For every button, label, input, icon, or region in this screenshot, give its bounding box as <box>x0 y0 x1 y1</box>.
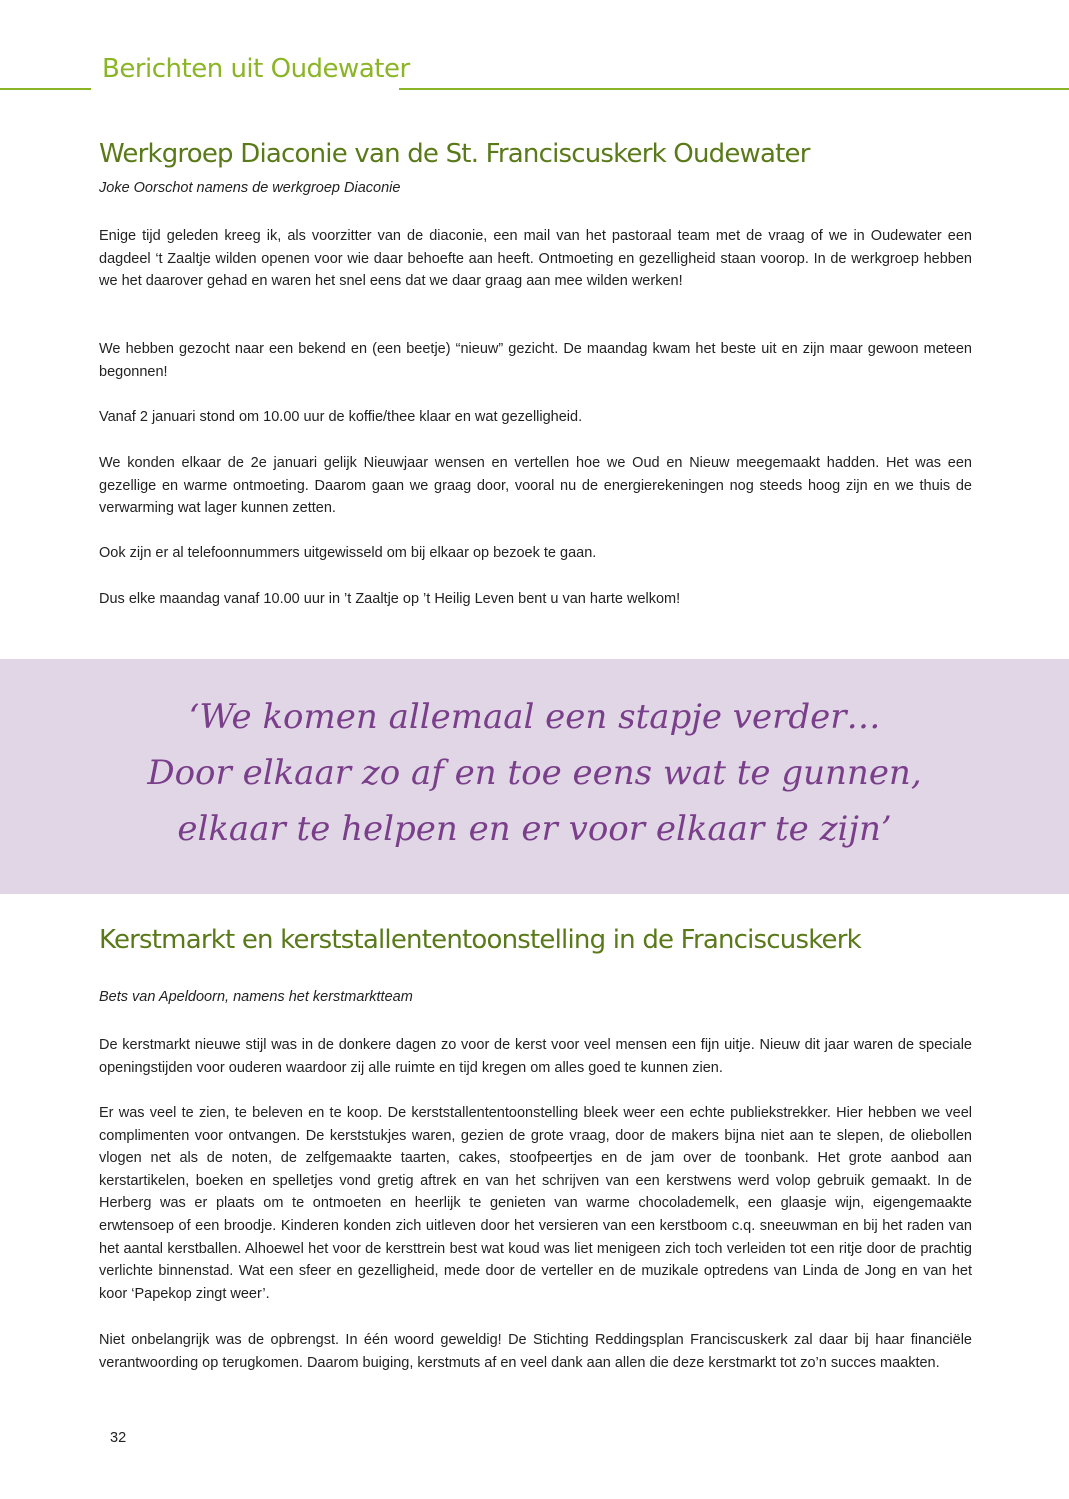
header-line-right <box>399 88 1069 90</box>
section-header-title: Berichten uit Oudewater <box>102 54 410 84</box>
paragraph: Enige tijd geleden kreeg ik, als voorzitter van de diaconie, een mail van het pastoraal team met de vraag of we in Oudewater een dagdeel ‘t Zaaltje wilden openen voor wie daar behoefte aan heeft. Ontmoeting en gezelligheid staan voorop. In de werkgroep hebben we het daarover gehad en waren het snel eens dat we daar graag aan mee wilden werken! <box>99 228 972 290</box>
quote-line: elkaar te helpen en er voor elkaar te zijn’ <box>177 809 892 849</box>
quote-line: ‘We komen allemaal een stapje verder… <box>188 697 881 737</box>
paragraph: Ook zijn er al telefoonnummers uitgewisseld om bij elkaar op bezoek te gaan. <box>99 545 597 561</box>
article-2-title: Kerstmarkt en kerststallententoonstelling in de Franciscuskerk <box>99 925 861 955</box>
paragraph: We konden elkaar de 2e januari gelijk Nieuwjaar wensen en vertellen hoe we Oud en Nieuw meegemaakt hadden. Het was een gezellige en warme ontmoeting. Daarom gaan we graag door, vooral nu de energierekeningen nog steeds hoog zijn en we thuis de verwarming wat lager kunnen zetten. <box>99 455 972 517</box>
paragraph: Niet onbelangrijk was de opbrengst. In één woord geweldig! De Stichting Reddingsplan Franciscuskerk zal daar bij haar financiële verantwoording op terugkomen. Daarom buiging, kerstmuts af en veel dank aan allen die deze kerstmarkt tot zo’n succes maakten. <box>99 1332 972 1371</box>
paragraph: Er was veel te zien, te beleven en te koop. De kerststallententoonstelling bleek weer een echte publiekstrekker. Hier hebben we veel complimenten voor ontvangen. De kerststukjes waren, gezien de grote vraag, door de makers bijna niet aan te slepen, de oliebollen vlogen net als de noten, de zelfgemaakte taarten, cakes, stoofpeertjes en de jam over de toonbank. Het grote aanbod aan kerstartikelen, boeken en spelletjes vond gretig aftrek en van het schrijven van een kerstwens werd volop gebruik gemaakt. In de Herberg was er plaats om te ontmoeten en heerlijk te genieten van warme chocolademelk, een glaasje wijn, eigengemaakte erwtensoep of een broodje. Kinderen konden zich uitleven door het versieren van een kerstboom c.q. sneeuwman en bij het raden van het aantal kerstballen. Alhoewel het voor de kersttrein best wat koud was liet menigeen zich toch verleiden tot een ritje door de prachtig verlichte binnenstad. Wat een sfeer en gezelligheid, mede door de verteller en de muzikale optredens van Linda de Jong en van het koor ‘Papekop zingt weer’. <box>99 1105 972 1302</box>
paragraph: Vanaf 2 januari stond om 10.00 uur de koffie/thee klaar en wat gezelligheid. <box>99 409 583 425</box>
article-1-title: Werkgroep Diaconie van de St. Franciscuskerk Oudewater <box>99 139 810 169</box>
article-1-byline: Joke Oorschot namens de werkgroep Diaconie <box>99 180 401 196</box>
page-number: 32 <box>110 1430 127 1446</box>
paragraph: De kerstmarkt nieuwe stijl was in de donkere dagen zo voor de kerst voor veel mensen een fijn uitje. Nieuw dit jaar waren de speciale openingstijden voor ouderen waardoor zij alle ruimte en tijd kregen om alles goed te kunnen zien. <box>99 1037 972 1076</box>
paragraph: We hebben gezocht naar een bekend en (een beetje) “nieuw” gezicht. De maandag kwam het beste uit en zijn maar gewoon meteen begonnen! <box>99 341 972 380</box>
paragraph: Dus elke maandag vanaf 10.00 uur in ’t Zaaltje op ’t Heilig Leven bent u van harte welkom! <box>99 591 681 607</box>
quote-line: Door elkaar zo af en toe eens wat te gunnen, <box>147 753 922 793</box>
header-line-left <box>0 88 91 90</box>
article-2-byline: Bets van Apeldoorn, namens het kerstmarktteam <box>99 989 413 1005</box>
